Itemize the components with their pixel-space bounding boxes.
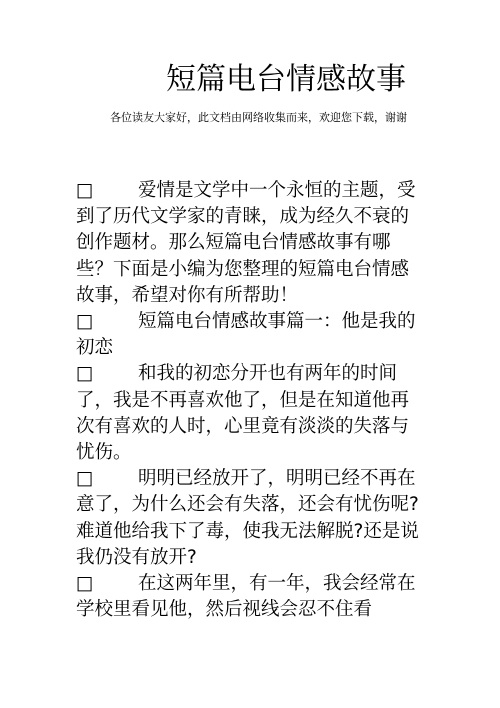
paragraph [76, 361, 421, 466]
checkbox-glyph: □ [76, 573, 94, 595]
paragraph-text: 和我的初恋分开也有两年的时间了，我是不再喜欢他了，但是在知道他再次有喜欢的人时，心里竟有淡淡的失落与忧伤。 [76, 363, 410, 464]
checkbox-glyph: □ [76, 363, 94, 385]
paragraph-text: 爱情是文学中一个永恒的主题，受到了历代文学家的青睐，成为经久不衰的创作题材。那么短篇电台情感故事有哪些？下面是小编为您整理的短篇电台情感故事，希望对你有所帮助！ [76, 180, 416, 306]
checkbox-glyph: □ [76, 468, 94, 490]
paragraph-text: 短篇电台情感故事篇一：他是我的初恋 [76, 311, 416, 359]
intro-note: 各位读友大家好，此文档由网络收集而来，欢迎您下载，谢谢 [110, 111, 407, 124]
paragraph [76, 309, 421, 361]
paragraph-text: 在这两年里，有一年，我会经常在学校里看见他，然后视线会忍不住看 [76, 573, 416, 621]
paragraph-text: 明明已经放开了，明明已经不再在意了，为什么还会有失落，还会有忧伤呢?难道他给我下了毒，使我无法解脱?还是说我仍没有放开? [76, 468, 419, 568]
checkbox-glyph: □ [76, 180, 94, 201]
paragraph [76, 178, 421, 309]
document-body [76, 178, 421, 623]
paragraph [76, 466, 421, 571]
checkbox-glyph: □ [76, 311, 94, 333]
document-title: 短篇电台情感故事 [166, 62, 406, 97]
paragraph [76, 571, 421, 623]
